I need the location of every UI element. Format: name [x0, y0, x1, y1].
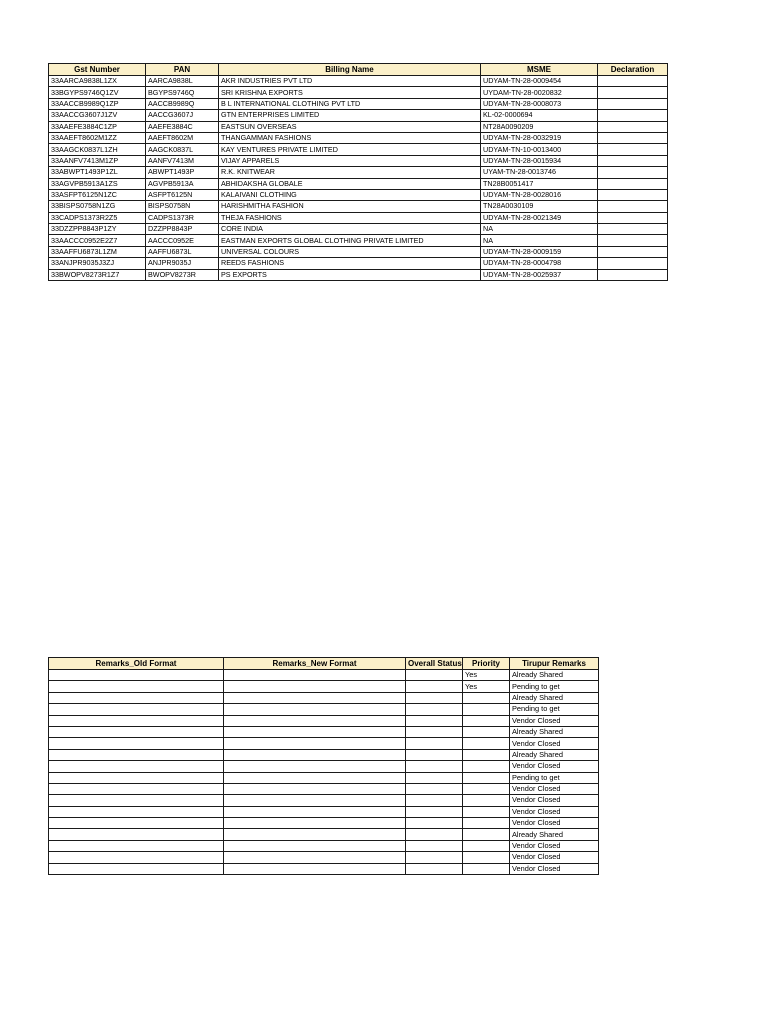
- declaration-cell: [598, 246, 668, 257]
- pan-cell: ASFPT6125N: [146, 189, 219, 200]
- pan-cell: BWOPV8273R: [146, 269, 219, 280]
- pan-cell: CADPS1373R: [146, 212, 219, 223]
- priority-cell: [463, 795, 510, 806]
- priority-cell: [463, 749, 510, 760]
- declaration-cell: [598, 189, 668, 200]
- remarks-old-format-cell: [49, 772, 224, 783]
- table-row: [49, 761, 599, 772]
- overall-status-cell: [406, 852, 463, 863]
- header-pan: PAN: [146, 64, 219, 76]
- billing-name-cell: PS EXPORTS: [219, 269, 481, 280]
- table-row: [49, 715, 599, 726]
- overall-status-cell: [406, 795, 463, 806]
- table-row: [49, 235, 668, 246]
- pan-cell: AAFFU6873L: [146, 246, 219, 257]
- billing-name-cell: AKR INDUSTRIES PVT LTD: [219, 76, 481, 87]
- billing-name-cell: EASTMAN EXPORTS GLOBAL CLOTHING PRIVATE LIMITED: [219, 235, 481, 246]
- declaration-cell: [598, 132, 668, 143]
- msme-cell: UYAM-TN-28-0013746: [481, 167, 598, 178]
- pan-cell: BISPS0758N: [146, 201, 219, 212]
- billing-name-cell: REEDS FASHIONS: [219, 258, 481, 269]
- tirupur-remarks-cell: Vendor Closed: [510, 818, 599, 829]
- declaration-cell: [598, 224, 668, 235]
- table-row: [49, 795, 599, 806]
- gst-number-cell: 33AAEFE3884C1ZP: [49, 121, 146, 132]
- table-row: [49, 87, 668, 98]
- tirupur-remarks-cell: Already Shared: [510, 670, 599, 681]
- header-msme: MSME: [481, 64, 598, 76]
- table-row: [49, 258, 668, 269]
- msme-cell: UDYAM-TN-28-0009159: [481, 246, 598, 257]
- remarks-old-format-cell: [49, 829, 224, 840]
- table-row: [49, 670, 599, 681]
- declaration-cell: [598, 167, 668, 178]
- gst-number-cell: 33BGYPS9746Q1ZV: [49, 87, 146, 98]
- table-row: [49, 840, 599, 851]
- billing-name-cell: GTN ENTERPRISES LIMITED: [219, 110, 481, 121]
- remarks-old-format-cell: [49, 761, 224, 772]
- billing-name-cell: ABHIDAKSHA GLOBALE: [219, 178, 481, 189]
- gst-number-cell: 33AGVPB5913A1ZS: [49, 178, 146, 189]
- remarks-old-format-cell: [49, 840, 224, 851]
- remarks-old-format-cell: [49, 795, 224, 806]
- table-row: [49, 201, 668, 212]
- gst-number-cell: 33AACCB9989Q1ZP: [49, 98, 146, 109]
- table-row: [49, 772, 599, 783]
- table-row: [49, 852, 599, 863]
- declaration-cell: [598, 87, 668, 98]
- tirupur-remarks-cell: Vendor Closed: [510, 738, 599, 749]
- remarks-old-format-cell: [49, 852, 224, 863]
- priority-cell: [463, 726, 510, 737]
- table-row: [49, 726, 599, 737]
- tirupur-remarks-cell: Pending to get: [510, 772, 599, 783]
- header-tirupur-remarks: Tirupur Remarks: [510, 658, 599, 670]
- priority-cell: Yes: [463, 670, 510, 681]
- table-row: [49, 246, 668, 257]
- pan-cell: AGVPB5913A: [146, 178, 219, 189]
- priority-cell: [463, 783, 510, 794]
- billing-name-cell: HARISHMITHA FASHION: [219, 201, 481, 212]
- remarks-old-format-cell: [49, 681, 224, 692]
- header-priority: Priority: [463, 658, 510, 670]
- msme-cell: UDYAM-TN-28-0009454: [481, 76, 598, 87]
- vendor-table: [48, 63, 668, 281]
- pan-cell: AARCA9838L: [146, 76, 219, 87]
- overall-status-cell: [406, 681, 463, 692]
- header-gst-number: Gst Number: [49, 64, 146, 76]
- table-row: [49, 110, 668, 121]
- header-declaration: Declaration: [598, 64, 668, 76]
- table-row: [49, 269, 668, 280]
- msme-cell: TN28A0030109: [481, 201, 598, 212]
- table-row: [49, 738, 599, 749]
- tirupur-remarks-cell: Pending to get: [510, 681, 599, 692]
- tirupur-remarks-cell: Vendor Closed: [510, 840, 599, 851]
- msme-cell: UDYAM-TN-28-0032919: [481, 132, 598, 143]
- msme-cell: KL-02-0000694: [481, 110, 598, 121]
- header-overall-status: Overall Status: [406, 658, 463, 670]
- header-remarks-old-format: Remarks_Old Format: [49, 658, 224, 670]
- billing-name-cell: VIJAY APPARELS: [219, 155, 481, 166]
- pan-cell: DZZPP8843P: [146, 224, 219, 235]
- remarks-old-format-cell: [49, 749, 224, 760]
- gst-number-cell: 33ASFPT6125N1ZC: [49, 189, 146, 200]
- priority-cell: [463, 692, 510, 703]
- overall-status-cell: [406, 726, 463, 737]
- priority-cell: [463, 738, 510, 749]
- remarks-old-format-cell: [49, 670, 224, 681]
- table-row: [49, 818, 599, 829]
- declaration-cell: [598, 178, 668, 189]
- remarks-old-format-cell: [49, 738, 224, 749]
- gst-number-cell: 33CADPS1373R2Z5: [49, 212, 146, 223]
- billing-name-cell: EASTSUN OVERSEAS: [219, 121, 481, 132]
- gst-number-cell: 33AAEFT8602M1ZZ: [49, 132, 146, 143]
- overall-status-cell: [406, 783, 463, 794]
- table-row: [49, 189, 668, 200]
- declaration-cell: [598, 155, 668, 166]
- gst-number-cell: 33DZZPP8843P1ZY: [49, 224, 146, 235]
- pan-cell: AACCG3607J: [146, 110, 219, 121]
- header-billing-name: Billing Name: [219, 64, 481, 76]
- overall-status-cell: [406, 818, 463, 829]
- billing-name-cell: KALAIVANI CLOTHING: [219, 189, 481, 200]
- header-remarks-new-format: Remarks_New Format: [224, 658, 406, 670]
- pan-cell: AAEFE3884C: [146, 121, 219, 132]
- priority-cell: [463, 761, 510, 772]
- remarks-new-format-cell: [224, 726, 406, 737]
- overall-status-cell: [406, 692, 463, 703]
- priority-cell: [463, 806, 510, 817]
- remarks-new-format-cell: [224, 715, 406, 726]
- msme-cell: TN28B0051417: [481, 178, 598, 189]
- remarks-new-format-cell: [224, 795, 406, 806]
- gst-number-cell: 33AAGCK0837L1ZH: [49, 144, 146, 155]
- overall-status-cell: [406, 806, 463, 817]
- remarks-header-row: [49, 658, 599, 670]
- priority-cell: [463, 715, 510, 726]
- gst-number-cell: 33ABWPT1493P1ZL: [49, 167, 146, 178]
- table-row: [49, 98, 668, 109]
- remarks-old-format-cell: [49, 783, 224, 794]
- remarks-old-format-cell: [49, 863, 224, 874]
- pan-cell: BGYPS9746Q: [146, 87, 219, 98]
- priority-cell: [463, 704, 510, 715]
- tirupur-remarks-cell: Vendor Closed: [510, 863, 599, 874]
- declaration-cell: [598, 98, 668, 109]
- gst-number-cell: 33AACCC0952E2Z7: [49, 235, 146, 246]
- declaration-cell: [598, 144, 668, 155]
- overall-status-cell: [406, 715, 463, 726]
- table-row: [49, 749, 599, 760]
- billing-name-cell: THANGAMMAN FASHIONS: [219, 132, 481, 143]
- overall-status-cell: [406, 738, 463, 749]
- billing-name-cell: UNIVERSAL COLOURS: [219, 246, 481, 257]
- msme-cell: UDYAM-TN-28-0021349: [481, 212, 598, 223]
- remarks-new-format-cell: [224, 806, 406, 817]
- remarks-new-format-cell: [224, 681, 406, 692]
- remarks-old-format-cell: [49, 806, 224, 817]
- msme-cell: UDYAM-TN-28-0025937: [481, 269, 598, 280]
- remarks-old-format-cell: [49, 692, 224, 703]
- declaration-cell: [598, 110, 668, 121]
- declaration-cell: [598, 201, 668, 212]
- table-row: [49, 144, 668, 155]
- declaration-cell: [598, 121, 668, 132]
- pan-cell: AAEFT8602M: [146, 132, 219, 143]
- pan-cell: ABWPT1493P: [146, 167, 219, 178]
- pan-cell: ANJPR9035J: [146, 258, 219, 269]
- tirupur-remarks-cell: Vendor Closed: [510, 795, 599, 806]
- msme-cell: UDYAM-TN-28-0008073: [481, 98, 598, 109]
- priority-cell: [463, 852, 510, 863]
- table-row: [49, 863, 599, 874]
- gst-number-cell: 33AANFV7413M1ZP: [49, 155, 146, 166]
- overall-status-cell: [406, 704, 463, 715]
- declaration-cell: [598, 258, 668, 269]
- table-row: [49, 681, 599, 692]
- remarks-new-format-cell: [224, 738, 406, 749]
- remarks-new-format-cell: [224, 818, 406, 829]
- remarks-new-format-cell: [224, 840, 406, 851]
- pan-cell: AANFV7413M: [146, 155, 219, 166]
- billing-name-cell: CORE INDIA: [219, 224, 481, 235]
- declaration-cell: [598, 212, 668, 223]
- billing-name-cell: R.K. KNITWEAR: [219, 167, 481, 178]
- remarks-new-format-cell: [224, 670, 406, 681]
- table-row: [49, 783, 599, 794]
- gst-number-cell: 33BWOPV8273R1Z7: [49, 269, 146, 280]
- remarks-old-format-cell: [49, 715, 224, 726]
- gst-number-cell: 33AAFFU6873L1ZM: [49, 246, 146, 257]
- overall-status-cell: [406, 761, 463, 772]
- msme-cell: UDYAM-TN-28-0015934: [481, 155, 598, 166]
- pan-cell: AACCC0952E: [146, 235, 219, 246]
- declaration-cell: [598, 235, 668, 246]
- billing-name-cell: B L INTERNATIONAL CLOTHING PVT LTD: [219, 98, 481, 109]
- remarks-new-format-cell: [224, 692, 406, 703]
- overall-status-cell: [406, 749, 463, 760]
- priority-cell: [463, 818, 510, 829]
- priority-cell: [463, 829, 510, 840]
- table-row: [49, 132, 668, 143]
- table-row: [49, 829, 599, 840]
- table-row: [49, 692, 599, 703]
- priority-cell: [463, 772, 510, 783]
- remarks-new-format-cell: [224, 704, 406, 715]
- priority-cell: Yes: [463, 681, 510, 692]
- remarks-new-format-cell: [224, 772, 406, 783]
- msme-cell: UYDAM-TN-28-0020832: [481, 87, 598, 98]
- pan-cell: AAGCK0837L: [146, 144, 219, 155]
- declaration-cell: [598, 76, 668, 87]
- tirupur-remarks-cell: Vendor Closed: [510, 715, 599, 726]
- table-row: [49, 224, 668, 235]
- remarks-new-format-cell: [224, 761, 406, 772]
- priority-cell: [463, 840, 510, 851]
- gst-number-cell: 33BISPS0758N1ZG: [49, 201, 146, 212]
- tirupur-remarks-cell: Vendor Closed: [510, 806, 599, 817]
- msme-cell: UDYAM-TN-28-0004798: [481, 258, 598, 269]
- gst-number-cell: 33ANJPR9035J3ZJ: [49, 258, 146, 269]
- billing-name-cell: KAY VENTURES PRIVATE LIMITED: [219, 144, 481, 155]
- table-row: [49, 121, 668, 132]
- tirupur-remarks-cell: Vendor Closed: [510, 783, 599, 794]
- remarks-new-format-cell: [224, 829, 406, 840]
- remarks-new-format-cell: [224, 783, 406, 794]
- table-row: [49, 178, 668, 189]
- billing-name-cell: THEJA FASHIONS: [219, 212, 481, 223]
- tirupur-remarks-cell: Pending to get: [510, 704, 599, 715]
- table-row: [49, 155, 668, 166]
- tirupur-remarks-cell: Already Shared: [510, 829, 599, 840]
- remarks-new-format-cell: [224, 863, 406, 874]
- remarks-new-format-cell: [224, 749, 406, 760]
- table-row: [49, 76, 668, 87]
- table-row: [49, 806, 599, 817]
- overall-status-cell: [406, 829, 463, 840]
- remarks-table: [48, 657, 599, 875]
- gst-number-cell: 33AACCG3607J1ZV: [49, 110, 146, 121]
- tirupur-remarks-cell: Vendor Closed: [510, 852, 599, 863]
- msme-cell: UDYAM-TN-10-0013400: [481, 144, 598, 155]
- tirupur-remarks-cell: Already Shared: [510, 726, 599, 737]
- pan-cell: AACCB9989Q: [146, 98, 219, 109]
- tirupur-remarks-cell: Already Shared: [510, 749, 599, 760]
- overall-status-cell: [406, 863, 463, 874]
- billing-name-cell: SRI KRISHNA EXPORTS: [219, 87, 481, 98]
- overall-status-cell: [406, 670, 463, 681]
- msme-cell: NA: [481, 224, 598, 235]
- tirupur-remarks-cell: Vendor Closed: [510, 761, 599, 772]
- remarks-old-format-cell: [49, 704, 224, 715]
- remarks-old-format-cell: [49, 818, 224, 829]
- table-row: [49, 167, 668, 178]
- msme-cell: NA: [481, 235, 598, 246]
- overall-status-cell: [406, 772, 463, 783]
- declaration-cell: [598, 269, 668, 280]
- overall-status-cell: [406, 840, 463, 851]
- msme-cell: NT28A0090209: [481, 121, 598, 132]
- priority-cell: [463, 863, 510, 874]
- remarks-new-format-cell: [224, 852, 406, 863]
- vendor-header-row: [49, 64, 668, 76]
- msme-cell: UDYAM-TN-28-0028016: [481, 189, 598, 200]
- gst-number-cell: 33AARCA9838L1ZX: [49, 76, 146, 87]
- tirupur-remarks-cell: Already Shared: [510, 692, 599, 703]
- table-row: [49, 704, 599, 715]
- remarks-old-format-cell: [49, 726, 224, 737]
- table-row: [49, 212, 668, 223]
